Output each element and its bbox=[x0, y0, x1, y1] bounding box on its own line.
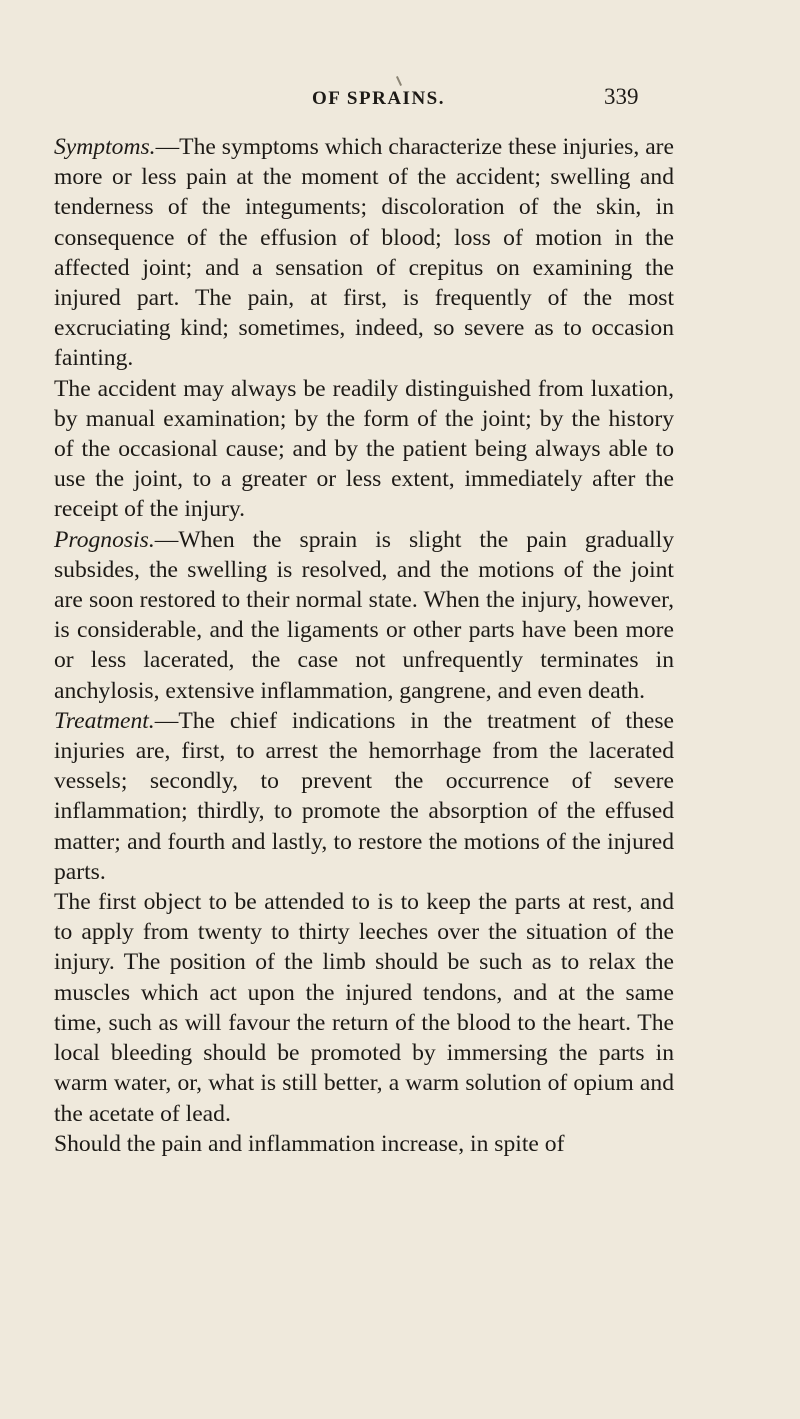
paragraph-text: The first object to be attended to is to keep the parts at rest, and to apply from twenty to thirty leeches over the situation of the injury. The position of the limb should be such as to relax the muscles which act upon the injured tendons, and at the same time, such as will favour the return of the blood to the heart. The local bleeding should be promoted by immersing the parts in warm water, or, what is still better, a warm solution of opium and the acetate of lead. bbox=[54, 889, 674, 1127]
paragraph-distinction bbox=[54, 374, 674, 525]
section-lead: Prognosis. bbox=[54, 526, 155, 553]
body-text bbox=[54, 132, 674, 1159]
paragraph-first-object bbox=[54, 887, 674, 1129]
printer-mark bbox=[396, 76, 402, 86]
paragraph-text: —The chief indications in the treatment of these injuries are, first, to arrest the hemorrhage from the lacerated vessels; secondly, to prevent the occurrence of severe inflammation; thirdly, to promote the absorption of the effused matter; and fourth and lastly, to restore the motions of the injured parts. bbox=[54, 707, 674, 885]
section-lead: Treatment. bbox=[54, 707, 155, 734]
page-number: 339 bbox=[604, 84, 639, 109]
paragraph-text: —When the sprain is slight the pain gradually subsides, the swelling is resolved, and the motions of the joint are soon restored to their normal state. When the injury, however, is considerable, and the ligaments or other parts have been more or less lacerated, the case not unfrequently terminates in anchylosis, extensive inflammation, gangrene, and even death. bbox=[54, 526, 674, 704]
section-lead: Symptoms. bbox=[54, 134, 156, 160]
running-title: OF SPRAINS. bbox=[312, 88, 445, 109]
paragraph-symptoms bbox=[54, 132, 674, 374]
paragraph-treatment bbox=[54, 706, 674, 887]
paragraph-text: Should the pain and inflammation increase, in spite of bbox=[54, 1130, 565, 1157]
paragraph-text: —The symptoms which characterize these injuries, are more or less pain at the moment of the accident; swelling and tenderness of the integuments; discoloration of the skin, in consequence of the effusion of blood; loss of motion in the affected joint; and a sensation of crepitus on examining the injured part. The pain, at first, is frequently of the most excruciating kind; sometimes, indeed, so severe as to occasion fainting. bbox=[54, 134, 674, 372]
paragraph-prognosis bbox=[54, 525, 674, 706]
paragraph-closing bbox=[54, 1129, 674, 1159]
paragraph-text: The accident may always be readily distinguished from luxation, by manual examination; by the form of the joint; by the history of the occasional cause; and by the patient being always able to use the joint, to a greater or less extent, immediately after the receipt of the injury. bbox=[54, 375, 674, 523]
